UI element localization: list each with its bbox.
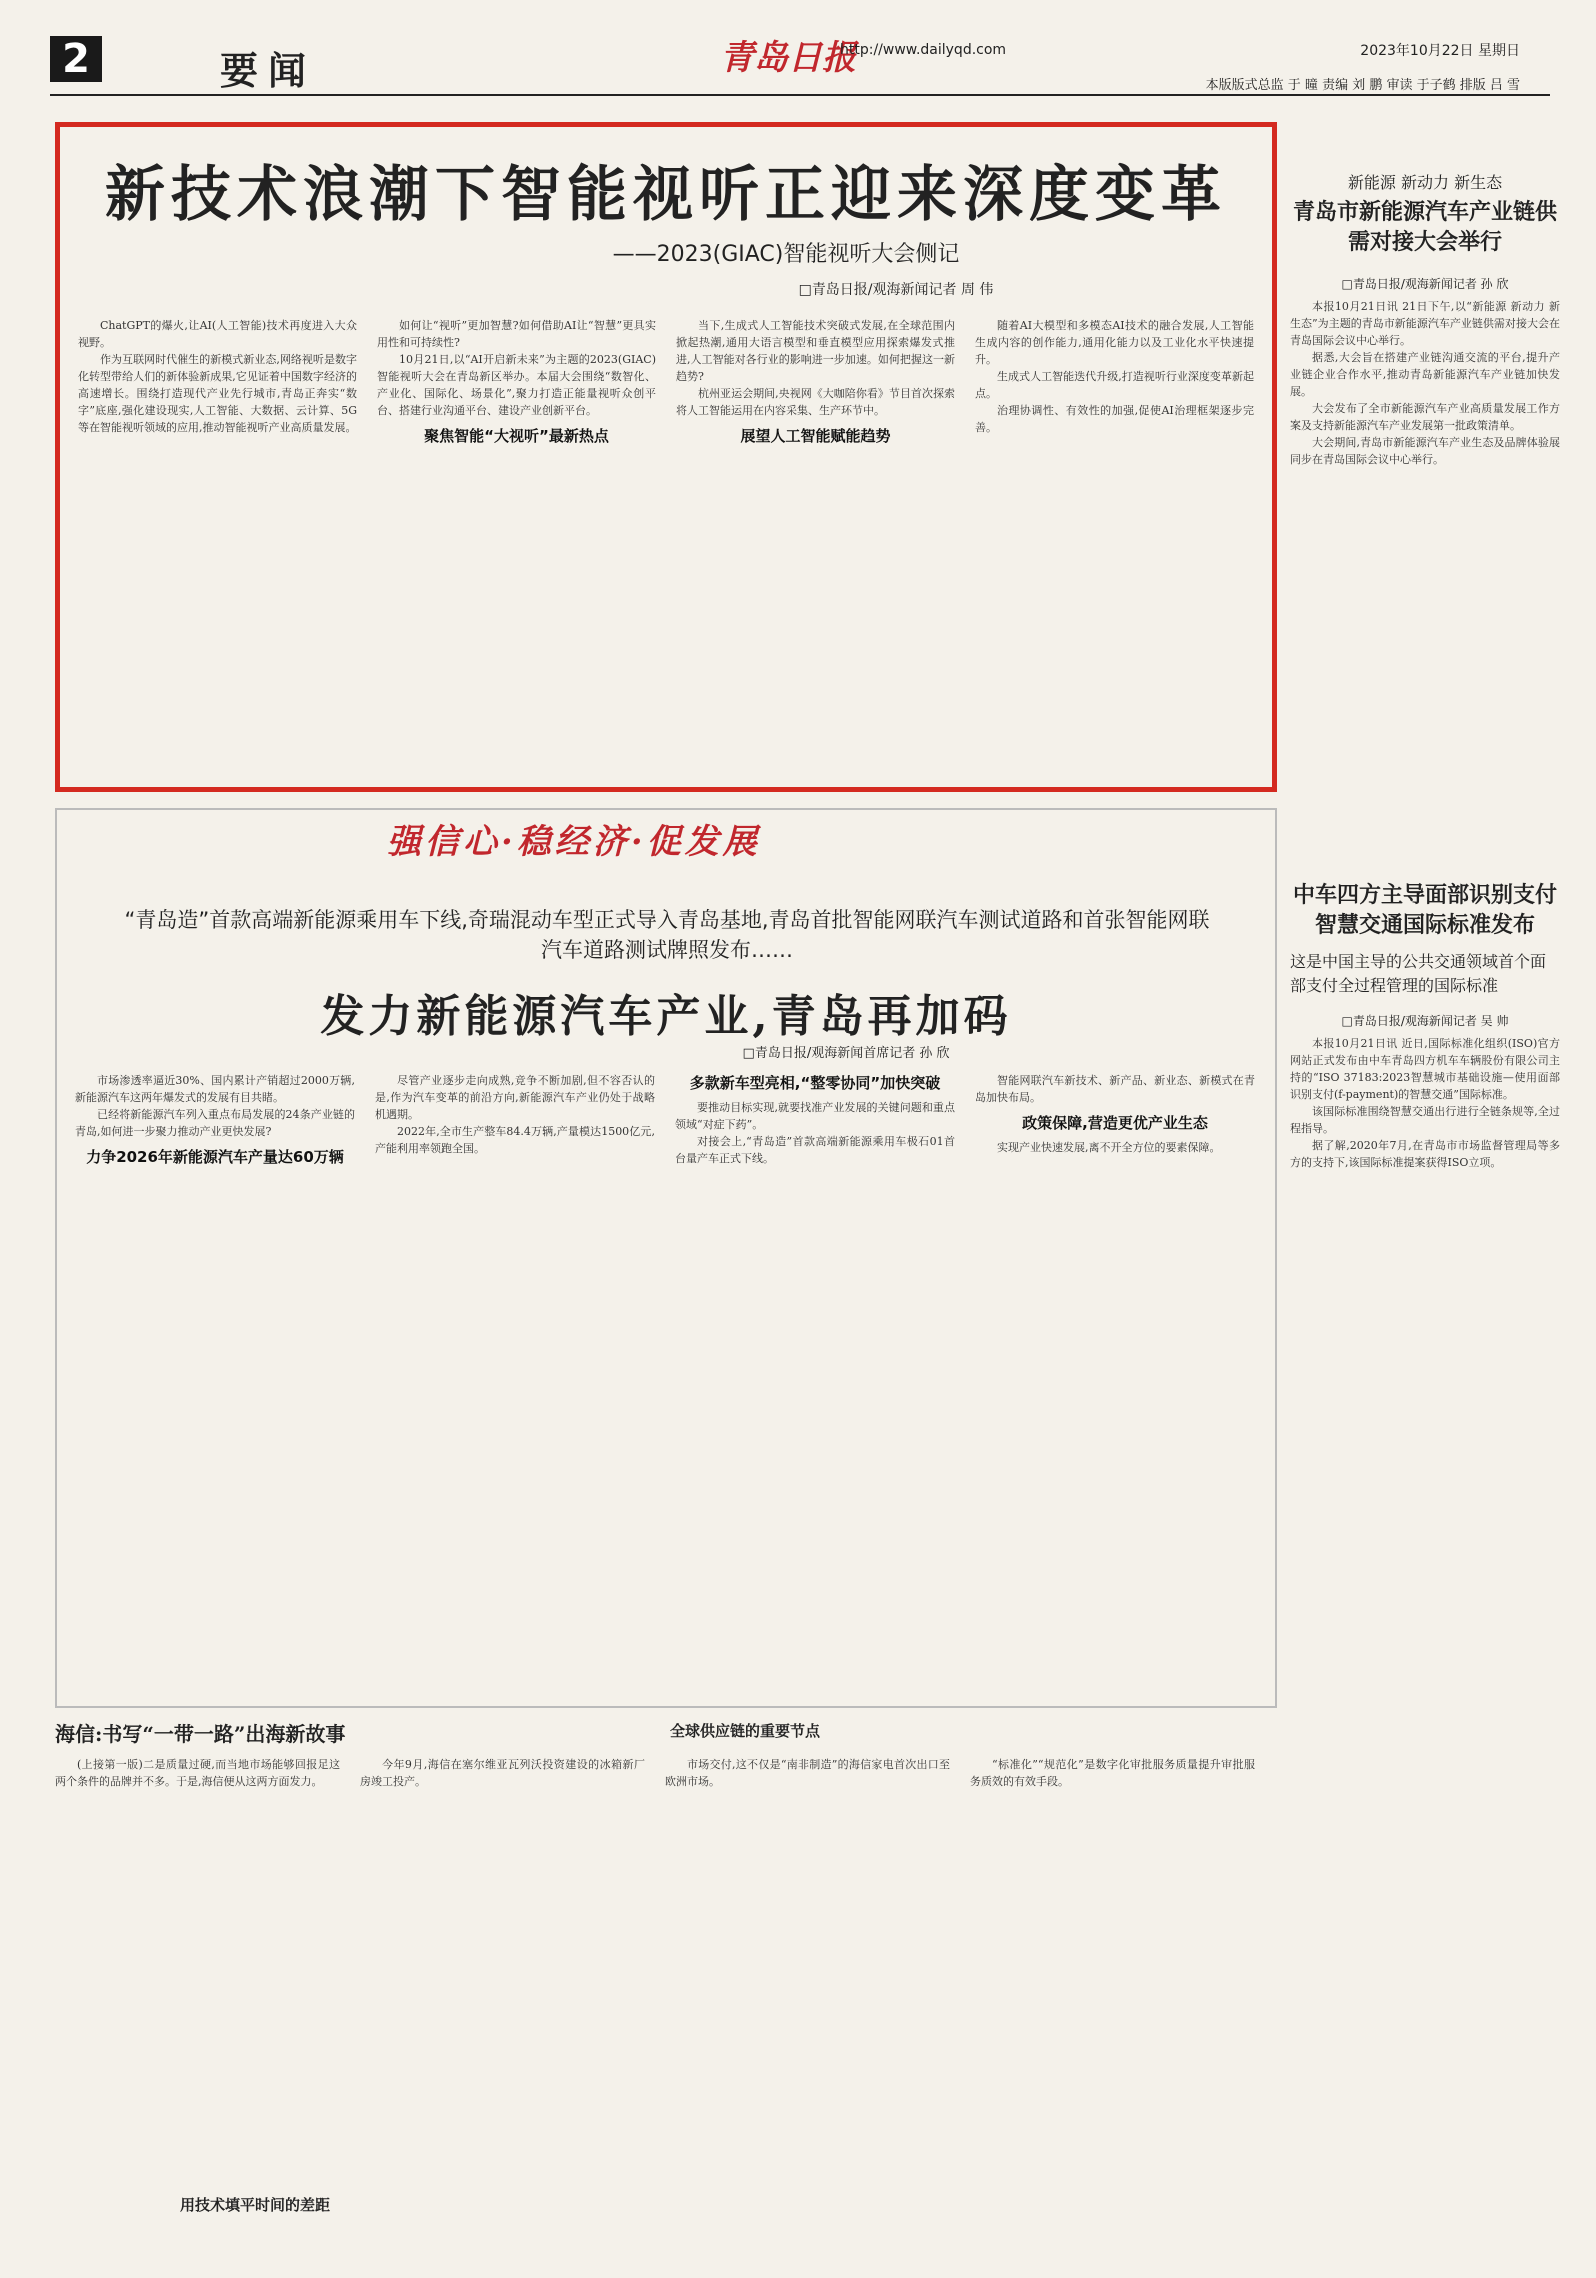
masthead bbox=[40, 18, 1560, 118]
paragraph: 今年9月,海信在塞尔维亚瓦列沃投资建设的冰箱新厂房竣工投产。 bbox=[360, 1758, 645, 1788]
paragraph: 本报10月21日讯 近日,国际标准化组织(ISO)官方网站正式发布由中车青岛四方机车车辆股份有限公司主持的“ISO 37183:2023智慧城市基础设施—使用面部识别支付(f-payment)的智慧交通”国际标准。 bbox=[1290, 1037, 1560, 1101]
bottom-headline: 海信:书写“一带一路”出海新故事 bbox=[55, 1722, 346, 1746]
editor-credits: 本版版式总监 于 曈 责编 刘 鹏 审读 于子鹤 排版 吕 雪 bbox=[1205, 78, 1520, 93]
paragraph: 治理协调性、有效性的加强,促使AI治理框架逐步完善。 bbox=[975, 404, 1254, 434]
paragraph: 智能网联汽车新技术、新产品、新业态、新模式在青岛加快布局。 bbox=[975, 1074, 1255, 1104]
paragraph: 对接会上,“青岛造”首款高端新能源乘用车极石01首台量产车正式下线。 bbox=[675, 1135, 955, 1165]
campaign-byline: □青岛日报/观海新闻首席记者 孙 欣 bbox=[742, 1046, 950, 1061]
paper-url: http://www.dailyqd.com bbox=[840, 42, 1007, 58]
section-heading: 展望人工智能赋能趋势 bbox=[740, 427, 891, 445]
section-heading: 力争2026年新能源汽车产量达60万辆 bbox=[86, 1148, 344, 1166]
paragraph: 生成式人工智能迭代升级,打造视听行业深度变革新起点。 bbox=[975, 370, 1254, 400]
sidebar-mid-body bbox=[1290, 1035, 1560, 1655]
paper-date: 2023年10月22日 星期日 bbox=[1360, 43, 1520, 59]
paragraph: 随着AI大模型和多模态AI技术的融合发展,人工智能生成内容的创作能力,通用化能力以及工业化水平快速提升。 bbox=[975, 319, 1254, 366]
paragraph: 如何让“视听”更加智慧?如何借助AI让“智慧”更具实用性和可持续性? bbox=[377, 319, 656, 349]
campaign-kicker: “青岛造”首款高端新能源乘用车下线,奇瑞混动车型正式导入青岛基地,青岛首批智能网联汽车测试道路和首张智能网联汽车道路测试牌照发布…… bbox=[124, 908, 1210, 962]
campaign-body bbox=[75, 1072, 1255, 1692]
lead-body bbox=[78, 317, 1254, 777]
paragraph: 要推动目标实现,就要找准产业发展的关键问题和重点领域“对症下药”。 bbox=[675, 1101, 955, 1131]
paragraph: (上接第一版)二是质量过硬,而当地市场能够回报足这两个条件的品牌并不多。于是,海信便从这两方面发力。 bbox=[55, 1758, 340, 1788]
sidebar-byline: □青岛日报/观海新闻记者 孙 欣 bbox=[1341, 277, 1509, 291]
sidebar-mid-deck: 这是中国主导的公共交通领域首个面部支付全过程管理的国际标准 bbox=[1290, 952, 1547, 995]
sidebar-body bbox=[1290, 298, 1560, 778]
paragraph: 2022年,全市生产整车84.4万辆,产量模达1500亿元,产能利用率领跑全国。 bbox=[375, 1125, 655, 1155]
paragraph: 实现产业快速发展,离不开全方位的要素保障。 bbox=[997, 1141, 1221, 1154]
paragraph: 据了解,2020年7月,在青岛市市场监督管理局等多方的支持下,该国际标准提案获得ISO立项。 bbox=[1290, 1139, 1560, 1169]
bottom-body bbox=[55, 1756, 1560, 2186]
lead-article bbox=[55, 122, 1277, 792]
masthead-rule bbox=[50, 94, 1550, 96]
paragraph: 当下,生成式人工智能技术突破式发展,在全球范围内掀起热潮,通用大语言模型和垂直模型应用探索爆发式推进,人工智能对各行业的影响进一步加速。如何把握这一新趋势? bbox=[676, 319, 955, 383]
campaign-banner: 强信心·稳经济·促发展 bbox=[387, 822, 761, 862]
bottom-subhead-tech: 用技术填平时间的差距 bbox=[180, 2196, 331, 2214]
paper-logo: 青岛日报 bbox=[720, 38, 856, 78]
sidebar-mid-byline: □青岛日报/观海新闻记者 吴 帅 bbox=[1341, 1014, 1509, 1028]
paragraph: 尽管产业逐步走向成熟,竞争不断加剧,但不容否认的是,作为汽车变革的前沿方向,新能源汽车产业仍处于战略机遇期。 bbox=[375, 1074, 655, 1121]
paragraph: 该国际标准围绕智慧交通出行进行全链条规等,全过程指导。 bbox=[1290, 1105, 1560, 1135]
sidebar-mid-title: 中车四方主导面部识别支付智慧交通国际标准发布 bbox=[1292, 882, 1557, 938]
paragraph: “标准化”“规范化”是数字化审批服务质量提升审批服务质效的有效手段。 bbox=[970, 1758, 1255, 1788]
paragraph: 市场渗透率逼近30%、国内累计产销超过2000万辆,新能源汽车这两年爆发式的发展有目共睹。 bbox=[75, 1074, 355, 1104]
lead-subheadline: ——2023(GIAC)智能视听大会侧记 bbox=[612, 242, 960, 267]
sidebar-kicker: 新能源 新动力 新生态 bbox=[1347, 173, 1503, 192]
section-heading: 聚焦智能“大视听”最新热点 bbox=[424, 427, 609, 445]
sidebar-title: 青岛市新能源汽车产业链供需对接大会举行 bbox=[1292, 199, 1557, 255]
campaign-headline: 发力新能源汽车产业,青岛再加码 bbox=[320, 991, 1012, 1042]
sidebar-top-article bbox=[1290, 170, 1560, 778]
paragraph: 据悉,大会旨在搭建产业链沟通交流的平台,提升产业链企业合作水平,推动青岛新能源汽车产业链加快发展。 bbox=[1290, 351, 1560, 398]
paragraph: 作为互联网时代催生的新模式新业态,网络视听是数字化转型带给人们的新体验新成果,它见证着中国数字经济的高速增长。围绕打造现代产业先行城市,青岛正奔实“数字”底座,强化建设现实,人工智能、大数据、云计算、5G等在智能视听领域的应用,推动智能视听产业高质量发展。 bbox=[78, 353, 357, 434]
paragraph: 大会期间,青岛市新能源汽车产业生态及品牌体验展同步在青岛国际会议中心举行。 bbox=[1290, 436, 1560, 466]
page-number: 2 bbox=[50, 36, 102, 82]
paragraph: ChatGPT的爆火,让AI(人工智能)技术再度进入大众视野。 bbox=[78, 319, 357, 349]
campaign-article bbox=[55, 808, 1277, 1708]
section-heading: 政策保障,营造更优产业生态 bbox=[1022, 1114, 1208, 1132]
paragraph: 已经将新能源汽车列入重点布局发展的24条产业链的青岛,如何进一步聚力推动产业更快发展? bbox=[75, 1108, 355, 1138]
paragraph: 本报10月21日讯 21日下午,以“新能源 新动力 新生态”为主题的青岛市新能源汽车产业链供需对接大会在青岛国际会议中心举行。 bbox=[1290, 300, 1560, 347]
paragraph: 10月21日,以“AI开启新未来”为主题的2023(GIAC)智能视听大会在青岛新区举办。本届大会围绕“数智化、产业化、国际化、场景化”,聚力打造正能量视听众创平台、搭建行业沟通平台、建设产业创新平台。 bbox=[377, 353, 656, 417]
paragraph: 市场交付,这不仅是“南非制造”的海信家电首次出口至欧洲市场。 bbox=[665, 1758, 950, 1788]
paragraph: 大会发布了全市新能源汽车产业高质量发展工作方案及支持新能源汽车产业发展第一批政策清单。 bbox=[1290, 402, 1560, 432]
section-heading: 多款新车型亮相,“整零协同”加快突破 bbox=[689, 1074, 941, 1092]
section-name: 要闻 bbox=[220, 48, 317, 93]
lead-headline: 新技术浪潮下智能视听正迎来深度变革 bbox=[105, 160, 1227, 230]
paragraph: 杭州亚运会期间,央视网《大咖陪你看》节目首次探索将人工智能运用在内容采集、生产环节中。 bbox=[676, 387, 955, 417]
sidebar-mid-article bbox=[1290, 880, 1560, 1655]
lead-byline: □青岛日报/观海新闻记者 周 伟 bbox=[798, 282, 994, 298]
bottom-subhead-supply: 全球供应链的重要节点 bbox=[670, 1722, 821, 1740]
